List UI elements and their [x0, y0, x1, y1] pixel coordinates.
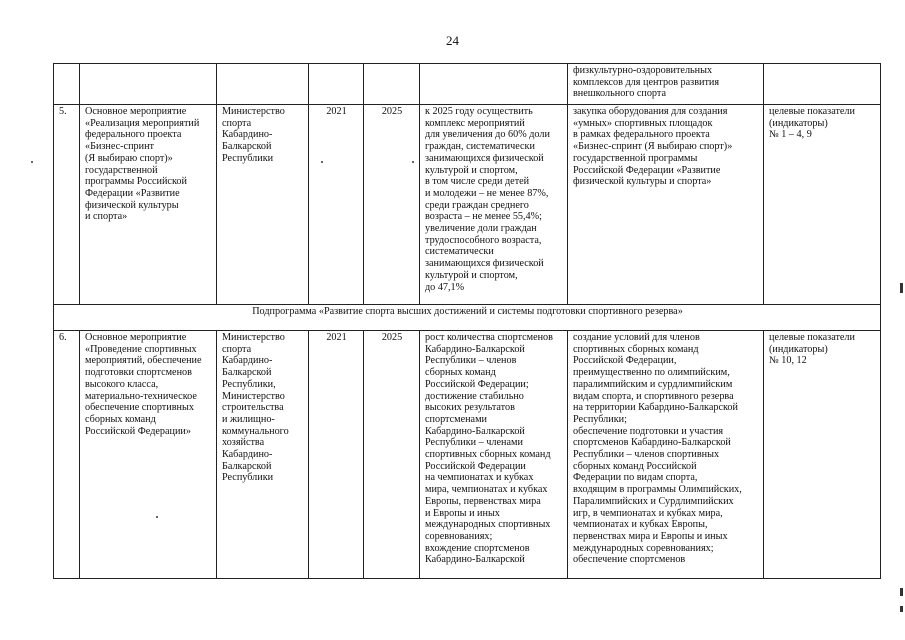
page-number: 24 [446, 33, 459, 48]
scan-edge-mark [900, 588, 903, 596]
resource-text: физкультурно-оздоровительных комплексов для центров развития внешкольного спорта [573, 65, 720, 100]
program-measures-table [53, 63, 881, 579]
cell-description [568, 64, 764, 105]
row-number: 6. [54, 331, 80, 579]
scan-edge-mark [900, 606, 903, 612]
expected-result: к 2025 году осуществить комплекс мероприятий для увеличения до 60% доли граждан, систематически занимающихся физической культурой и спортом, в том числе среди детей и молодежи – не менее 87%, среди граждан среднего возраста – не менее 55,4%; увеличение доли граждан трудоспособного возраста, систематически занимающихся физической культурой и спортом, до 47,1% [420, 105, 568, 305]
table-row-continuation [54, 64, 881, 105]
scan-speck [31, 161, 33, 163]
cell-executor [217, 64, 309, 105]
measure-name: Основное мероприятие «Реализация мероприятий федерального проекта «Бизнес-спринт (Я выбираю спорт)» государственной программы Российской Федерации «Развитие физической культуры и спорта» [80, 105, 217, 305]
target-indicators: целевые показатели (индикаторы) № 1 – 4, 9 [764, 105, 881, 305]
measure-description: создание условий для членов спортивных сборных команд Российской Федерации, преимущественно по олимпийским, паралимпийским и сурдлимпийским видам спорта, и спортивного резерва на территории Кабардино-Балкарской Республики; обеспечение подготовки и участия спортсменов Кабардино-Балкарской Республики – членов спортивных сборных команд Российской Федерации по видам спорта, входящим в программы Олимпийских, Паралимпийских и Сурдлимпийских игр, в чемпионатах и кубках мира, чемпионатах и кубках Европы, первенствах мира и Европы и иных международных соревнованиях; обеспечение спортсменов [568, 331, 764, 579]
scan-speck [412, 161, 414, 163]
start-year: 2021 [309, 331, 364, 579]
cell-start-year [309, 64, 364, 105]
cell-name [80, 64, 217, 105]
cell-result [420, 64, 568, 105]
cell-num [54, 64, 80, 105]
target-indicators: целевые показатели (индикаторы) № 10, 12 [764, 331, 881, 579]
start-year: 2021 [309, 105, 364, 305]
executor: Министерство спорта Кабардино- Балкарской Республики, Министерство строительства и жилищно- коммунального хозяйства Кабардино- Балкарской Республики [217, 331, 309, 579]
scan-edge-mark [900, 283, 903, 293]
end-year: 2025 [364, 331, 420, 579]
expected-result: рост количества спортсменов Кабардино-Балкарской Республики – членов сборных команд Российской Федерации; достижение стабильно высоких результатов спортсменами Кабардино-Балкарской Республики – членами спортивных сборных команд Российской Федерации на чемпионатах и кубках мира, чемпионатах и кубках Европы, первенствах мира и Европы и иных международных спортивных соревнованиях; вхождение спортсменов Кабардино-Балкарской [420, 331, 568, 579]
scan-speck [156, 516, 158, 518]
measure-description: закупка оборудования для создания «умных» спортивных площадок в рамках федерального проекта «Бизнес-спринт (Я выбираю спорт)» государственной программы Российской Федерации «Развитие физической культуры и спорта» [568, 105, 764, 305]
executor: Министерство спорта Кабардино- Балкарской Республики [217, 105, 309, 305]
measure-name: Основное мероприятие «Проведение спортивных мероприятий, обеспечение подготовки спортсменов высокого класса, материально-техническое обеспечение спортивных сборных команд Российской Федерации» [80, 331, 217, 579]
cell-end-year [364, 64, 420, 105]
cell-indicators [764, 64, 881, 105]
end-year: 2025 [364, 105, 420, 305]
subprogram-title: Подпрограмма «Развитие спорта высших достижений и системы подготовки спортивного резерва» [54, 305, 881, 331]
table-row-6 [54, 331, 881, 579]
subprogram-row [54, 305, 881, 331]
table-row-5 [54, 105, 881, 305]
row-number: 5. [54, 105, 80, 305]
scan-speck [321, 161, 323, 163]
